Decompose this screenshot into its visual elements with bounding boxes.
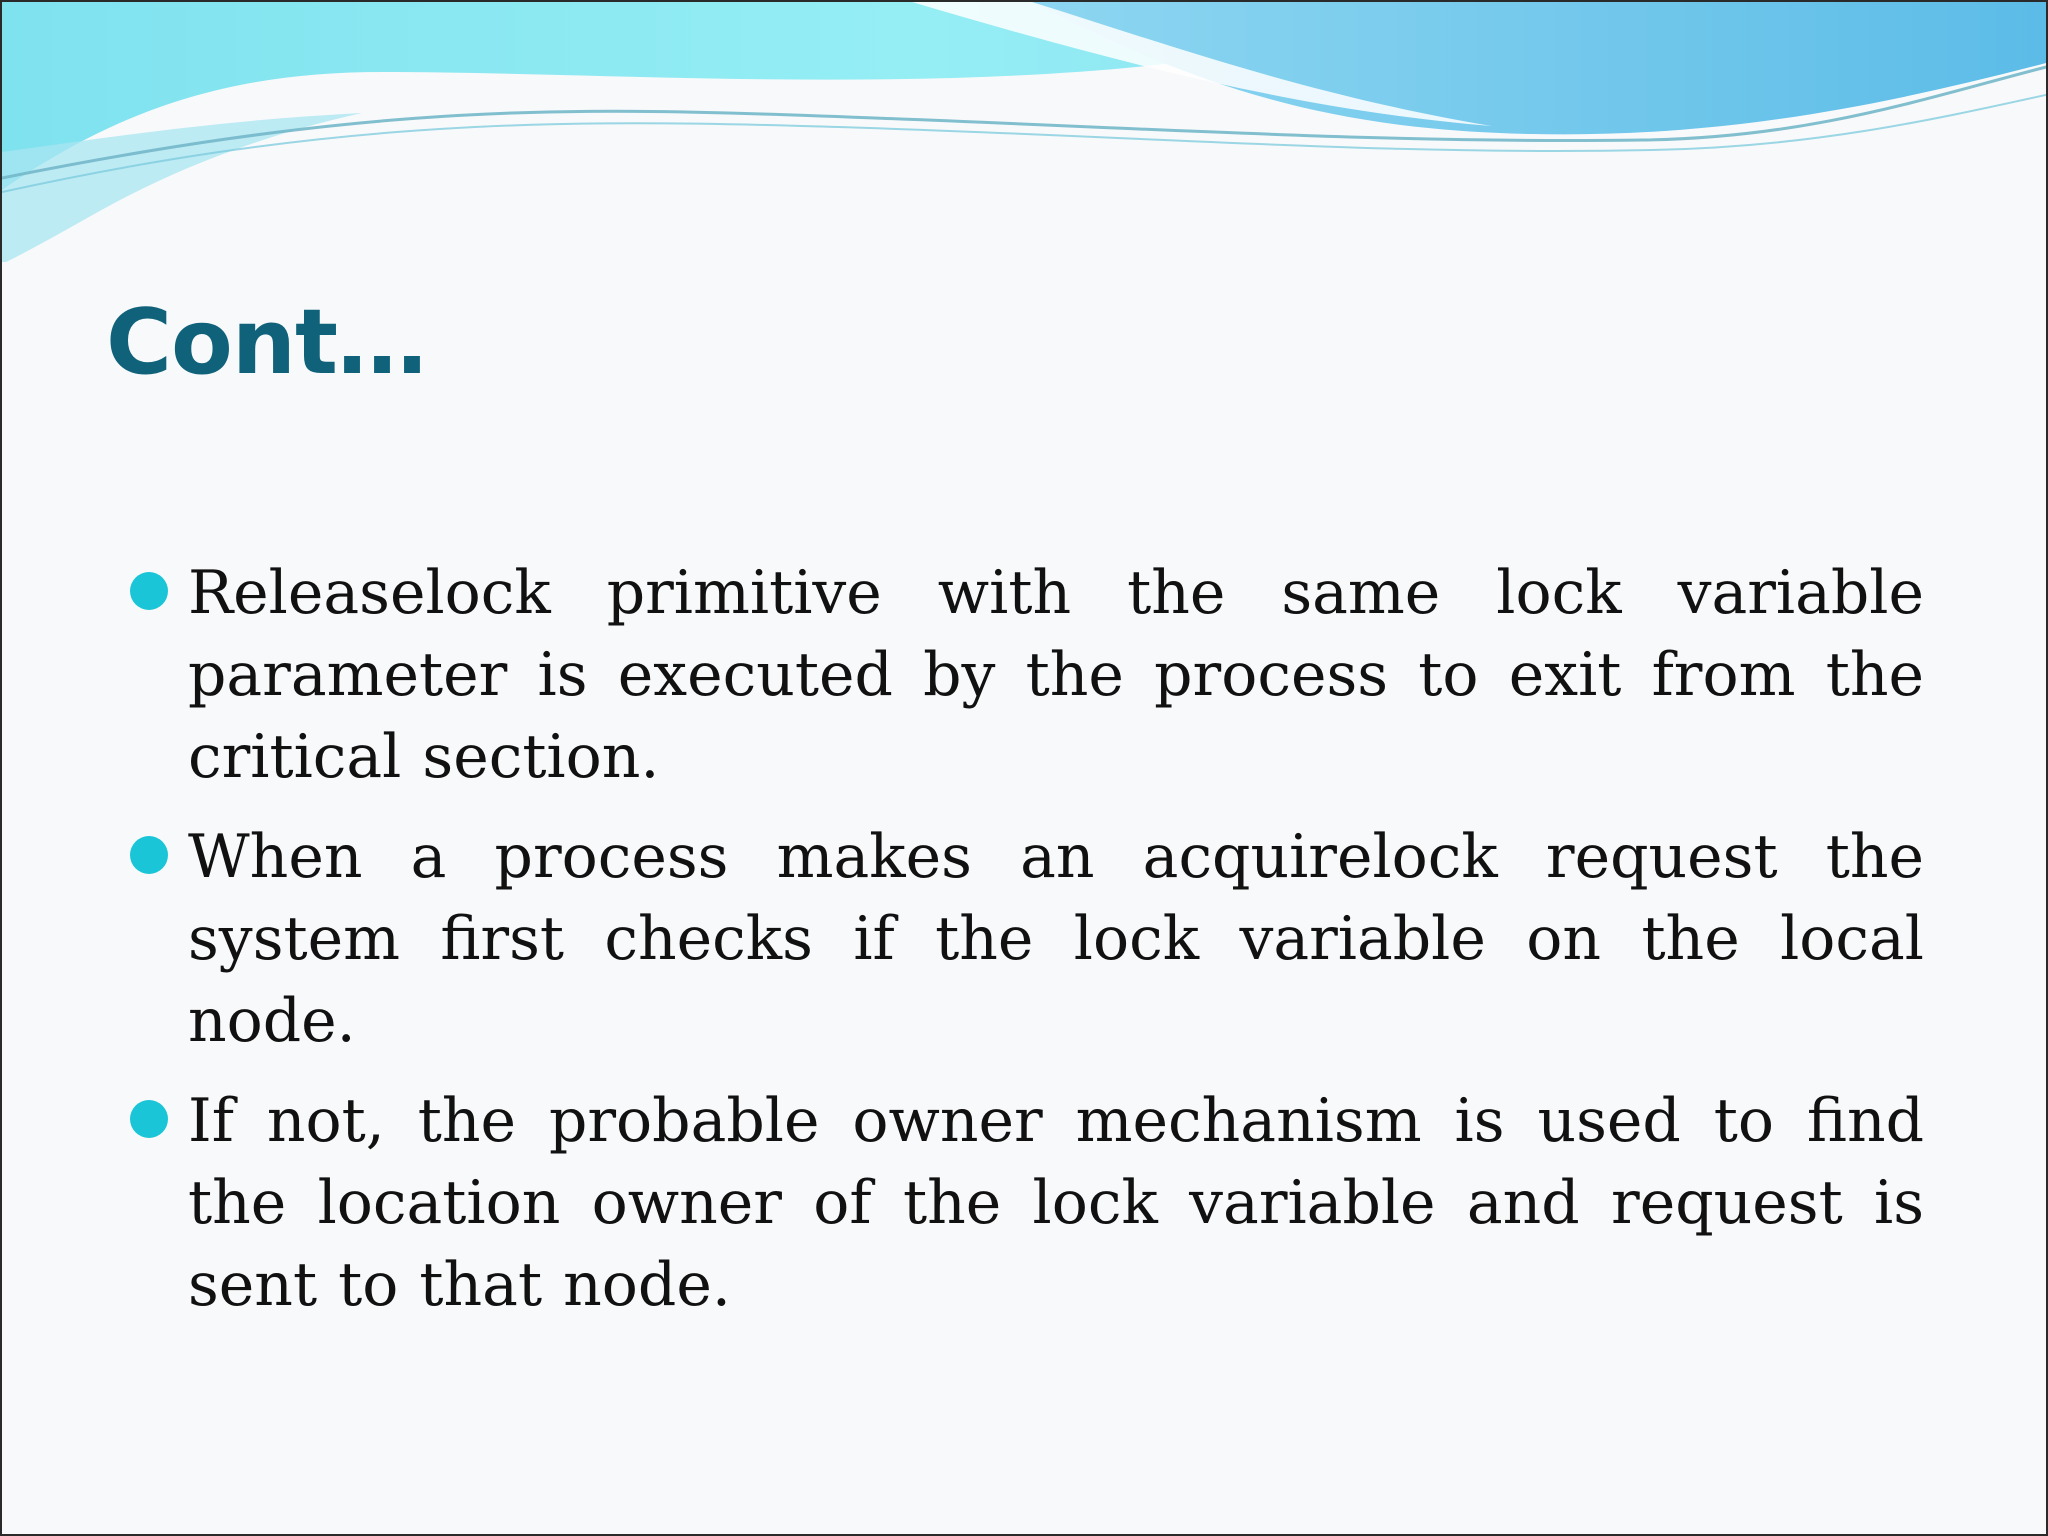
bullet-item bbox=[128, 816, 1924, 1062]
bullet-text: When a process makes an acquirelock request the system first checks if the lock variable on the local node. bbox=[188, 822, 1924, 1056]
bullet-icon bbox=[130, 1100, 168, 1138]
bullet-item bbox=[128, 1080, 1924, 1326]
bullet-icon bbox=[130, 572, 168, 610]
bullet-icon bbox=[130, 836, 168, 874]
bullet-item bbox=[128, 552, 1924, 798]
bullet-text: Releaselock primitive with the same lock variable parameter is executed by the process to exit from the critical section. bbox=[188, 558, 1924, 792]
slide-title: Cont… bbox=[106, 290, 426, 395]
header-wave-decoration bbox=[2, 2, 2048, 262]
bullet-text: If not, the probable owner mechanism is used to find the location owner of the lock variable and request is sent to that node. bbox=[188, 1086, 1924, 1320]
bullet-list bbox=[128, 552, 1924, 1326]
